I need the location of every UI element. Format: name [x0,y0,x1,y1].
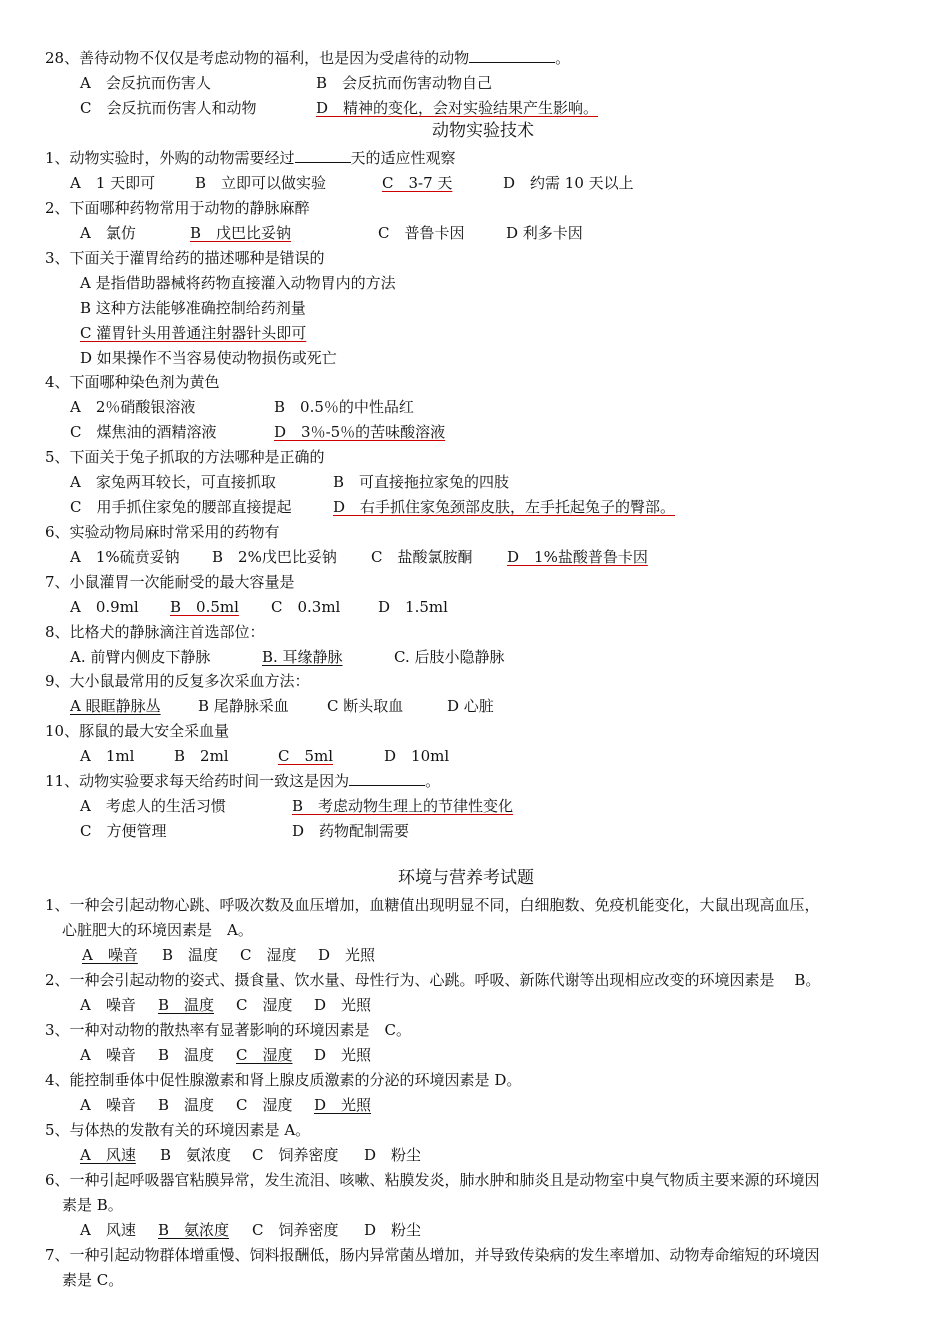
s1-q10-option-a: A 1ml [80,747,135,765]
s2-q4-stem: 4、能控制垂体中促性腺激素和肾上腺皮质激素的分泌的环境因素是 D。 [45,1071,522,1089]
s1-q1-stem-post: 天的适应性观察 [350,149,456,167]
s2-q1-option-a-answer: A 噪音 [82,946,138,964]
s2-q1-option-b: B 温度 [162,946,219,964]
s2-q2-option-b-answer: B 温度 [158,996,215,1014]
s1-q1-option-c-answer: C 3-7 天 [382,174,453,192]
s1-q3-option-c-answer: C 灌胃针头用普通注射器针头即可 [80,324,307,342]
s1-q5-option-d-answer: D 右手抓住家兔颈部皮肤，左手托起兔子的臀部。 [333,498,676,516]
s1-q11-stem-pre: 11、动物实验要求每天给药时间一致这是因为 [45,772,350,790]
s2-q5-option-c: C 饲养密度 [252,1146,339,1164]
s2-q1-stem-line2: 心脏肥大的环境因素是 A。 [62,921,253,939]
answer-blank [295,148,351,163]
s1-q7-stem: 7、小鼠灌胃一次能耐受的最大容量是 [45,573,295,591]
s1-q9-stem: 9、大小鼠最常用的反复多次采血方法： [45,672,310,690]
s1-q7-option-c: C 0.3ml [271,598,341,616]
q28-stem-post: 。 [555,49,571,67]
s1-q9-option-d: D 心脏 [447,697,494,715]
s1-q7-option-d: D 1.5ml [378,598,448,616]
s2-q6-option-d: D 粉尘 [364,1221,422,1239]
s2-q5-option-a-answer: A 风速 [80,1146,136,1164]
s1-q10-stem: 10、豚鼠的最大安全采血量 [45,722,230,740]
answer-blank [349,771,425,786]
s1-q1-option-b: B 立即可以做实验 [195,174,327,192]
s1-q9-option-a-answer: A 眼眶静脉丛 [70,697,161,715]
s2-q6-option-b-answer: B 氨浓度 [158,1221,230,1239]
s1-q10-option-c-answer: C 5ml [278,747,334,765]
s1-q4-option-b: B 0.5％的中性品红 [274,398,414,416]
s1-q8-option-b-answer: B. 耳缘静脉 [262,648,343,666]
q28-stem [45,48,570,68]
s2-q6-option-c: C 饲养密度 [252,1221,339,1239]
s1-q5-stem: 5、下面关于兔子抓取的方法哪种是正确的 [45,448,325,466]
answer-blank [469,48,555,63]
s2-q5-stem: 5、与体热的发散有关的环境因素是 A。 [45,1121,311,1139]
s2-q6-option-a: A 风速 [80,1221,136,1239]
s1-q5-option-b: B 可直接拖拉家兔的四肢 [333,473,510,491]
s2-q4-option-a: A 噪音 [80,1096,136,1114]
s1-q1-stem [45,148,456,168]
q28-option-a: A 会反抗而伤害人 [80,74,211,92]
s1-q8-option-c: C. 后肢小隐静脉 [394,648,505,666]
s1-q4-option-c: C 煤焦油的酒精溶液 [70,423,217,441]
s2-q2-stem: 2、一种会引起动物的姿式、摄食量、饮水量、母性行为、心跳。呼吸、新陈代谢等出现相应改变的环境因素是 B。 [45,971,821,989]
section-title-environment-nutrition: 环境与营养考试题 [398,868,534,888]
s1-q3-stem: 3、下面关于灌胃给药的描述哪种是错误的 [45,249,325,267]
s1-q6-option-c: C 盐酸氯胺酮 [371,548,473,566]
q28-stem-pre: 28、善待动物不仅仅是考虑动物的福利，也是因为受虐待的动物 [45,49,470,67]
s1-q6-option-d-answer: D 1%盐酸普鲁卡因 [507,548,648,566]
s2-q5-option-b: B 氨浓度 [160,1146,232,1164]
s2-q4-option-b: B 温度 [158,1096,215,1114]
s1-q11-option-d: D 药物配制需要 [292,822,410,840]
s2-q2-option-d: D 光照 [314,996,372,1014]
s1-q4-option-d-answer: D 3％-5％的苦味酸溶液 [274,423,446,441]
s2-q7-stem-line1: 7、一种引起动物群体增重慢、饲料报酬低，肠内异常菌丛增加，并导致传染病的发生率增加、动物寿命缩短的环境因 [45,1246,820,1264]
s1-q7-option-b-answer: B 0.5ml [170,598,239,616]
s2-q4-option-d-answer: D 光照 [314,1096,372,1114]
q28-option-c: C 会反抗而伤害人和动物 [80,99,257,117]
s2-q1-stem-line1: 1、一种会引起动物心跳、呼吸次数及血压增加，血糖值出现明显不同，白细胞数、免疫机能变化，大鼠出现高血压， [45,896,820,914]
s1-q1-option-d: D 约需 10 天以上 [503,174,634,192]
s1-q1-stem-pre: 1、动物实验时，外购的动物需要经过 [45,149,295,167]
s2-q3-option-c-answer: C 湿度 [236,1046,293,1064]
s2-q3-option-d: D 光照 [314,1046,372,1064]
s1-q5-option-c: C 用手抓住家兔的腰部直接提起 [70,498,292,516]
s1-q6-option-b: B 2%戊巴比妥钠 [212,548,337,566]
s2-q3-option-b: B 温度 [158,1046,215,1064]
s2-q1-option-c: C 湿度 [240,946,297,964]
s1-q11-option-c: C 方便管理 [80,822,167,840]
s1-q8-stem: 8、比格犬的静脉滴注首选部位： [45,623,265,641]
s1-q5-option-a: A 家兔两耳较长，可直接抓取 [70,473,276,491]
s2-q3-option-a: A 噪音 [80,1046,136,1064]
q28-option-d-answer: D 精神的变化，会对实验结果产生影响。 [316,99,599,117]
s1-q10-option-d: D 10ml [384,747,450,765]
s2-q7-stem-line2: 素是 C。 [62,1271,124,1289]
s1-q8-option-a: A. 前臂内侧皮下静脉 [70,648,211,666]
s2-q6-stem-line1: 6、一种引起呼吸器官粘膜异常，发生流泪、咳嗽、粘膜发炎，肺水肿和肺炎且是动物室中臭气物质主要来源的环境因 [45,1171,820,1189]
s2-q4-option-c: C 湿度 [236,1096,293,1114]
s2-q3-stem: 3、一种对动物的散热率有显著影响的环境因素是 C。 [45,1021,412,1039]
s2-q5-option-d: D 粉尘 [364,1146,422,1164]
s1-q2-option-a: A 氯仿 [80,224,136,242]
s1-q6-option-a: A 1%硫贲妥钠 [70,548,180,566]
s1-q11-stem-post: 。 [425,772,441,790]
s1-q11-stem [45,771,440,791]
s1-q2-option-d: D 利多卡因 [506,224,583,242]
s1-q2-option-c: C 普鲁卡因 [378,224,465,242]
s2-q1-option-d: D 光照 [318,946,376,964]
s1-q11-option-a: A 考虑人的生活习惯 [80,797,226,815]
q28-option-b: B 会反抗而伤害动物自己 [316,74,493,92]
s1-q3-option-d: D 如果操作不当容易使动物损伤或死亡 [80,349,337,367]
s1-q9-option-c: C 断头取血 [327,697,404,715]
s1-q4-stem: 4、下面哪种染色剂为黄色 [45,373,220,391]
s2-q2-option-c: C 湿度 [236,996,293,1014]
s1-q3-option-b: B 这种方法能够准确控制给药剂量 [80,299,306,317]
s1-q9-option-b: B 尾静脉采血 [198,697,289,715]
s1-q4-option-a: A 2％硝酸银溶液 [70,398,196,416]
s1-q2-option-b-answer: B 戊巴比妥钠 [190,224,292,242]
s1-q3-option-a: A 是指借助器械将药物直接灌入动物胃内的方法 [80,274,396,292]
s1-q10-option-b: B 2ml [174,747,229,765]
s1-q7-option-a: A 0.9ml [70,598,139,616]
s2-q6-stem-line2: 素是 B。 [62,1196,123,1214]
s2-q2-option-a: A 噪音 [80,996,136,1014]
s1-q1-option-a: A 1 天即可 [70,174,156,192]
s1-q6-stem: 6、实验动物局麻时常采用的药物有 [45,523,280,541]
section-title-animal-experiment-techniques: 动物实验技术 [432,121,534,141]
s1-q2-stem: 2、下面哪种药物常用于动物的静脉麻醉 [45,199,310,217]
s1-q11-option-b-answer: B 考虑动物生理上的节律性变化 [292,797,514,815]
